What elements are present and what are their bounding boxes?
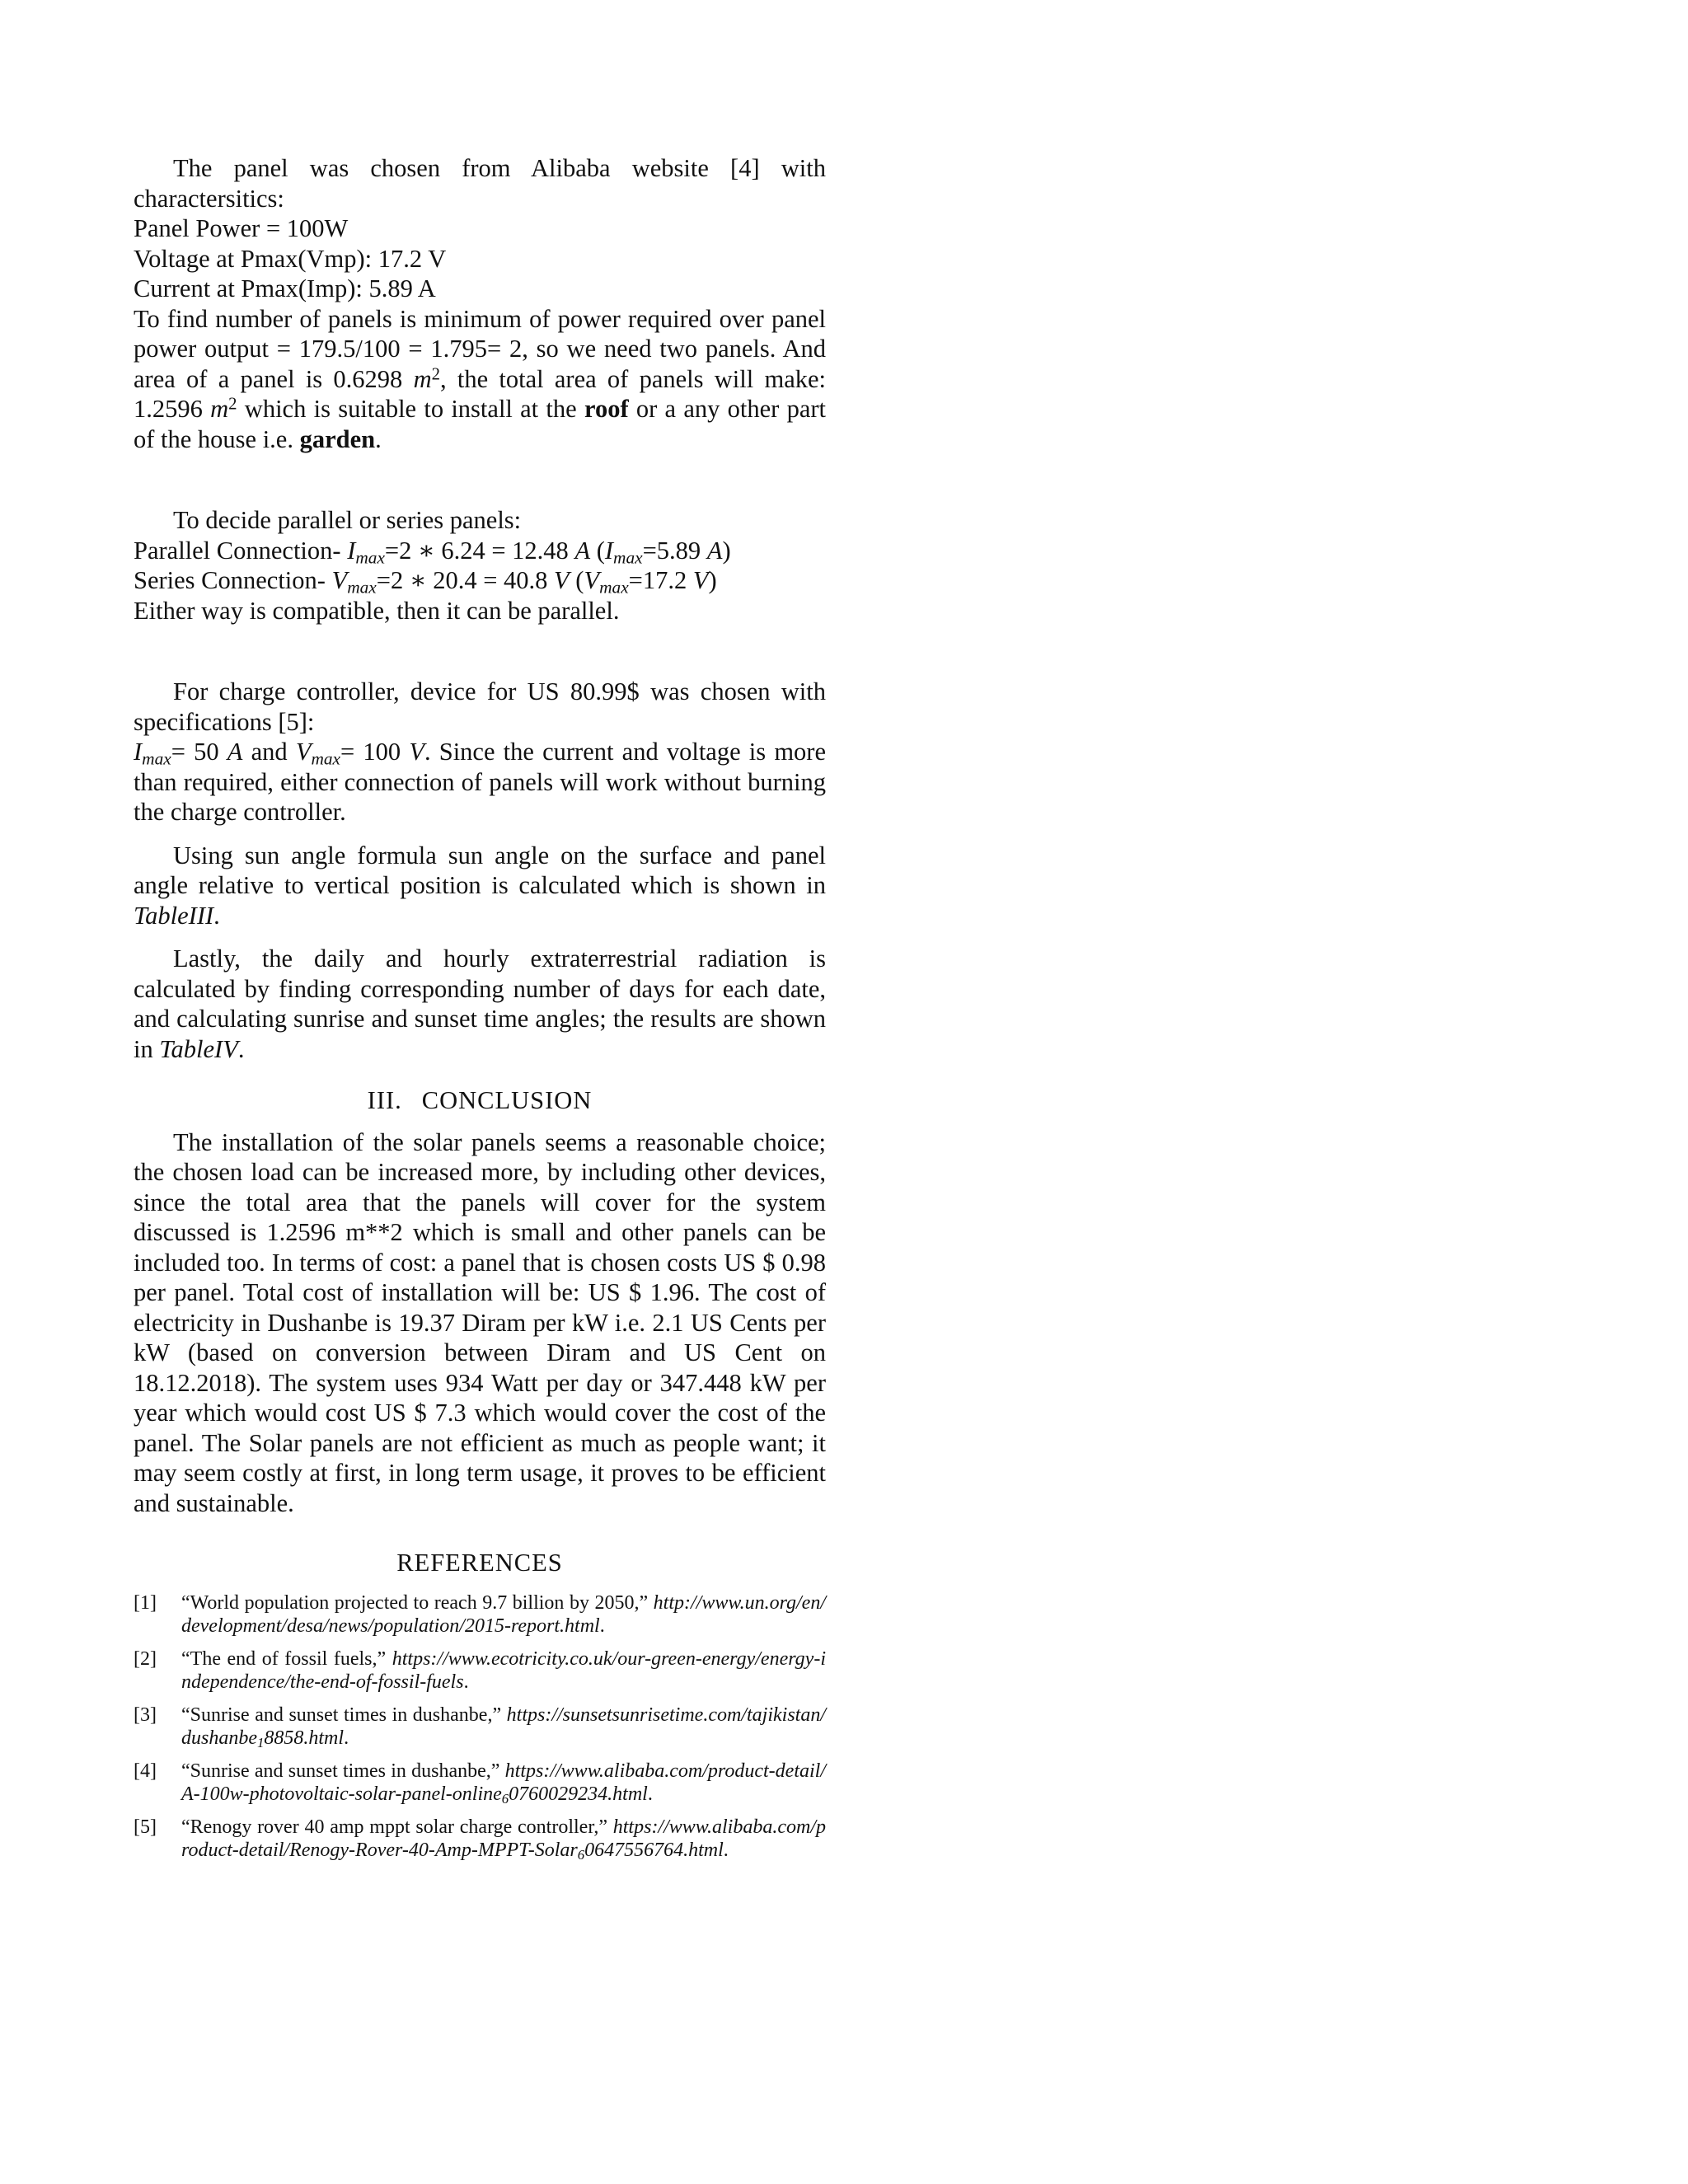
reference-number: [4] — [134, 1760, 157, 1782]
controller-specs — [134, 737, 826, 827]
connection-intro: To decide parallel or series panels: — [173, 506, 522, 534]
sun-angle-text: Using sun angle formula sun angle on the surface and panel angle relative to vertical position is calculated which is shown in — [134, 841, 826, 899]
math-v: V — [554, 566, 570, 594]
radiation-text: Lastly, the daily and hourly extraterrestrial radiation is calculated by finding corresponding number of days for each date, and calculating sunrise and sunset time angles; the results are shown in — [134, 944, 826, 1063]
math-a: A — [227, 738, 243, 766]
panel-power-line: Panel Power = 100W — [134, 214, 349, 242]
math-max: max — [599, 577, 629, 598]
connection-verdict: Either way is compatible, then it can be parallel. — [134, 596, 620, 625]
reference-url[interactable]: https://www.ecotricity.co.uk/our-green-energy/energy-independence/the-end-of-fossil-fuels — [181, 1647, 826, 1693]
math-v: V — [295, 738, 312, 766]
reference-title: “Sunrise and sunset times in dushanbe,” — [181, 1760, 505, 1782]
reference-body — [181, 1647, 826, 1694]
controller-i-value: = 50 — [171, 738, 227, 766]
reference-item — [134, 1816, 826, 1863]
controller-and: and — [242, 738, 296, 766]
reference-item — [134, 1591, 826, 1638]
reference-subscript: 1 — [257, 1735, 265, 1751]
reference-end: . — [463, 1671, 469, 1693]
conclusion-heading — [134, 1085, 826, 1116]
math-paren: ( — [596, 536, 605, 565]
sun-angle-paragraph — [134, 841, 826, 931]
panel-count-part2: , the total area of panels will make: 1.2596 — [134, 364, 826, 423]
series-expression: =2 ∗ 20.4 = 40.8 — [376, 566, 555, 594]
math-max: max — [142, 748, 171, 769]
reference-title: “Sunrise and sunset times in dushanbe,” — [181, 1704, 507, 1726]
controller-rest: . Since the current and voltage is more than required, either connection of panels will work without burning the charge controller. — [134, 738, 826, 826]
math-v: V — [409, 738, 424, 766]
math-a: A — [574, 536, 591, 565]
reference-number: [2] — [134, 1647, 157, 1670]
table-iii-ref: TableIII — [134, 901, 214, 930]
radiation-end: . — [237, 1034, 245, 1063]
references-heading: REFERENCES — [396, 1549, 563, 1577]
conclusion-paragraph: The installation of the solar panels seems a reasonable choice; the chosen load can be increased more, by including other devices, since the total area that the panels will cover for the system discussed is 1.2596 m**2 which is small and other panels can be included too. In terms of cost: a panel that is chosen costs US $ 0.98 per panel. Total cost of installation will be: US $ 1.96. The cost of electricity in Dushanbe is 19.37 Diram per kW i.e. 2.1 US Cents per kW (based on conversion between Diram and US Cent on 18.12.2018). The system uses 934 Watt per day or 347.448 kW per year which would cost US $ 7.3 which would cover the cost of the panel. The Solar panels are not efficient as much as people want; it may seem costly at first, in long term usage, it proves to be efficient and sustainable. — [134, 1127, 826, 1517]
math-paren: ( — [575, 566, 584, 594]
table-iv-ref: TableIV — [159, 1034, 238, 1063]
reference-end: . — [723, 1840, 729, 1861]
reference-list — [134, 1591, 826, 1863]
reference-url[interactable]: https://www.alibaba.com/product-detail/Renogy-Rover-40-Amp-MPPT-Solar — [181, 1816, 826, 1861]
reference-url[interactable]: https://sunsetsunrisetime.com/tajikistan/dushanbe — [181, 1704, 826, 1749]
reference-body — [181, 1704, 826, 1750]
garden-bold: garden — [299, 424, 376, 453]
roof-bold: roof — [584, 395, 629, 423]
math-m2: m — [210, 395, 229, 423]
math-max: max — [613, 546, 643, 567]
reference-end: . — [647, 1783, 653, 1805]
math-v: V — [584, 566, 600, 594]
panel-intro: The panel was chosen from Alibaba website [4] with charactersitics: — [134, 154, 826, 213]
section-number: III. — [367, 1086, 402, 1114]
reference-title: “The end of fossil fuels,” — [181, 1647, 392, 1670]
math-v: V — [692, 566, 709, 594]
paper-column — [134, 153, 826, 1872]
panel-count-part1: To find number of panels is minimum of power required over panel power output = 179.5/100 = 1.795= 2, so we need two panels. And area of a panel is 0.6298 — [134, 304, 826, 393]
reference-title: “Renogy rover 40 amp mppt solar charge controller,” — [181, 1816, 613, 1838]
math-i: I — [347, 536, 356, 565]
reference-url[interactable]: http://www.un.org/en/development/desa/news/population/2015-report.html — [181, 1591, 826, 1637]
controller-intro: For charge controller, device for US 80.99$ was chosen with specifications [5]: — [134, 677, 826, 736]
panel-spec-paragraph — [134, 153, 826, 454]
reference-subscript: 6 — [577, 1847, 585, 1863]
panel-count-end: . — [375, 424, 382, 453]
reference-item — [134, 1647, 826, 1694]
controller-v-value: = 100 — [340, 738, 410, 766]
panel-count-part4: or a any other part of the house i.e. — [134, 395, 826, 453]
reference-item — [134, 1760, 826, 1807]
math-m2: m — [413, 364, 432, 393]
reference-url-tail: 0760029234.html — [509, 1783, 648, 1805]
panel-imp-line: Current at Pmax(Imp): 5.89 A — [134, 274, 436, 302]
radiation-paragraph — [134, 944, 826, 1064]
reference-body — [181, 1591, 826, 1638]
connection-paragraph — [134, 505, 826, 626]
series-reference: =17.2 — [628, 566, 693, 594]
parallel-label: Parallel Connection- — [134, 536, 348, 565]
reference-number: [1] — [134, 1591, 157, 1614]
reference-body — [181, 1760, 826, 1807]
reference-end: . — [599, 1615, 605, 1637]
series-label: Series Connection- — [134, 566, 332, 594]
parallel-line — [134, 536, 826, 566]
math-paren: ) — [722, 536, 731, 565]
controller-paragraph — [134, 677, 826, 827]
section-title: CONCLUSION — [421, 1086, 593, 1114]
math-max: max — [355, 546, 385, 567]
reference-url[interactable]: https://www.alibaba.com/product-detail/A-100w-photovoltaic-solar-panel-online — [181, 1760, 826, 1805]
math-paren: ) — [708, 566, 717, 594]
math-i: I — [604, 536, 614, 565]
math-a: A — [706, 536, 723, 565]
reference-number: [5] — [134, 1816, 157, 1838]
reference-body — [181, 1816, 826, 1863]
reference-end: . — [344, 1727, 349, 1749]
math-v: V — [331, 566, 348, 594]
math-max: max — [347, 577, 377, 598]
reference-url-tail: 8858.html — [264, 1727, 345, 1749]
math-sq: 2 — [431, 365, 440, 384]
reference-subscript: 6 — [501, 1791, 509, 1807]
math-max: max — [311, 748, 341, 769]
reference-item — [134, 1704, 826, 1750]
parallel-reference: =5.89 — [642, 536, 707, 565]
math-i: I — [134, 738, 143, 766]
reference-number: [3] — [134, 1704, 157, 1726]
series-line — [134, 565, 826, 596]
panel-count-text — [134, 304, 826, 455]
panel-count-part3: which is suitable to install at the — [237, 395, 584, 423]
math-sq: 2 — [228, 395, 237, 414]
panel-vmp-line: Voltage at Pmax(Vmp): 17.2 V — [134, 244, 447, 273]
parallel-expression: =2 ∗ 6.24 = 12.48 — [384, 536, 575, 565]
sun-angle-end: . — [213, 901, 220, 930]
reference-title: “World population projected to reach 9.7 billion by 2050,” — [181, 1591, 654, 1614]
reference-url-tail: 0647556764.html — [584, 1840, 724, 1861]
